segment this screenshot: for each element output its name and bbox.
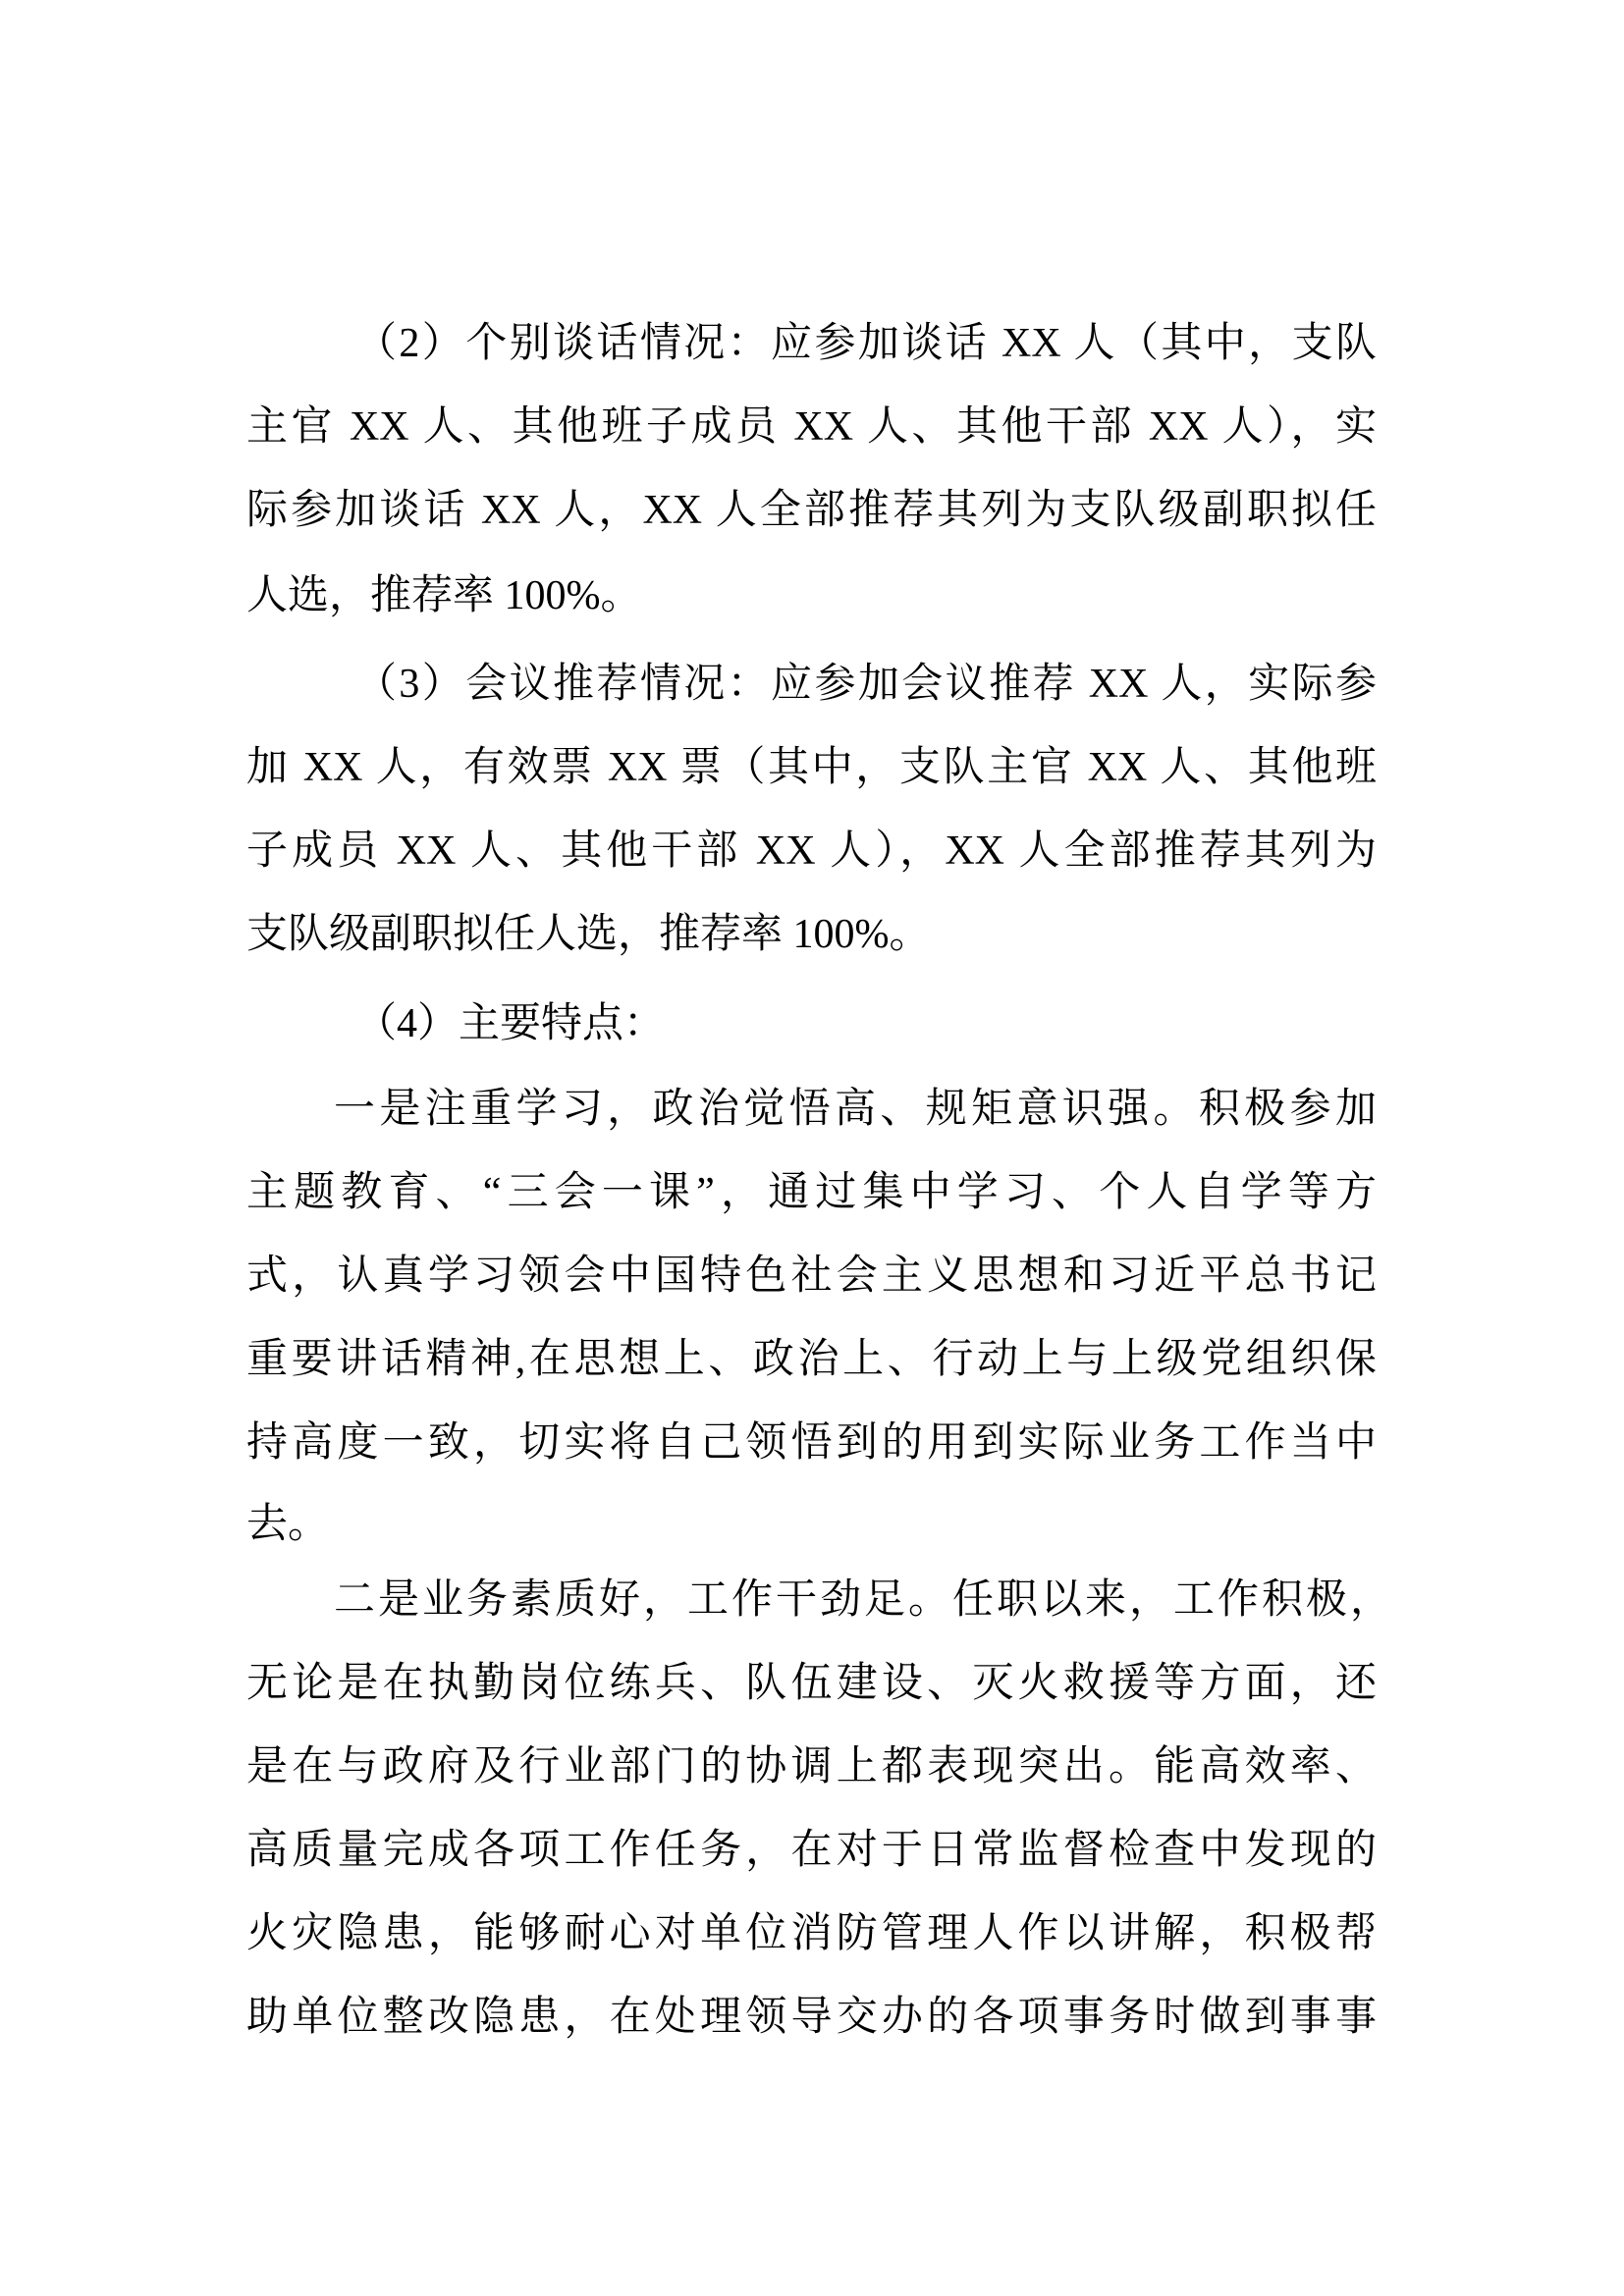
- text-line: 无论是在执勤岗位练兵、队伍建设、灭火救援等方面，还: [246, 1661, 1377, 1706]
- section-heading: （4）主要特点：: [355, 1001, 666, 1046]
- text-line: 式，认真学习领会中国特色社会主义思想和习近平总书记: [246, 1254, 1377, 1299]
- text-line: 支队级副职拟任人选，推荐率 100%。: [246, 912, 931, 957]
- text-line: （3）会议推荐情况：应参加会议推荐 XX 人，实际参: [355, 662, 1377, 707]
- text-line: 持高度一致，切实将自己领悟到的用到实际业务工作当中: [246, 1420, 1377, 1466]
- text-line: 是在与政府及行业部门的协调上都表现突出。能高效率、: [246, 1744, 1377, 1789]
- text-line: 子成员 XX 人、其他干部 XX 人），XX 人全部推荐其列为: [246, 828, 1377, 874]
- text-line: （2）个别谈话情况：应参加谈话 XX 人（其中，支队: [355, 321, 1377, 366]
- text-line: 重要讲话精神,在思想上、政治上、行动上与上级党组织保: [246, 1337, 1377, 1382]
- text-line: 去。: [246, 1502, 330, 1547]
- text-line: 火灾隐患，能够耐心对单位消防管理人作以讲解，积极帮: [246, 1911, 1377, 1956]
- text-line: 主题教育、“三会一课”，通过集中学习、个人自学等方: [246, 1170, 1377, 1215]
- text-line: 加 XX 人，有效票 XX 票（其中，支队主官 XX 人、其他班: [246, 745, 1377, 790]
- text-line: 主官 XX 人、其他班子成员 XX 人、其他干部 XX 人），实: [246, 404, 1377, 450]
- text-line: 际参加谈话 XX 人，XX 人全部推荐其列为支队级副职拟任: [246, 488, 1377, 533]
- text-line: 高质量完成各项工作任务，在对于日常监督检查中发现的: [246, 1828, 1377, 1873]
- text-line: 人选，推荐率 100%。: [246, 573, 642, 618]
- text-line: 一是注重学习，政治觉悟高、规矩意识强。积极参加: [334, 1087, 1377, 1132]
- text-line: 二是业务素质好，工作干劲足。任职以来，工作积极，: [334, 1577, 1391, 1623]
- text-line: 助单位整改隐患，在处理领导交办的各项事务时做到事事: [246, 1995, 1377, 2040]
